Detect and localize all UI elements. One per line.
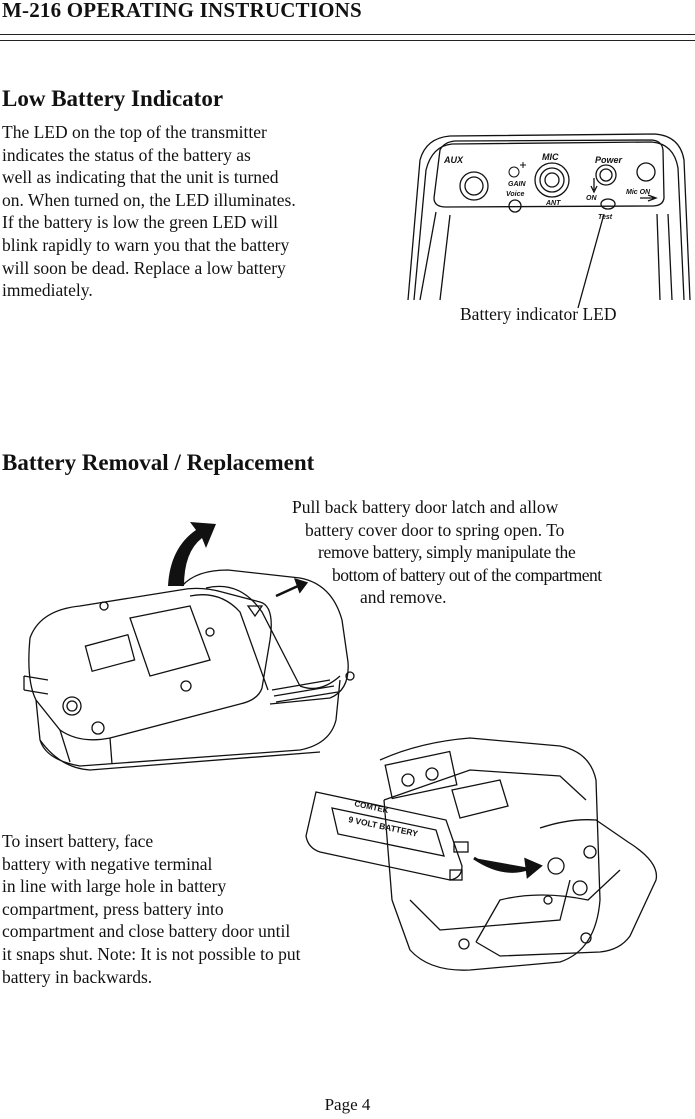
panel-label-mic: MIC (542, 152, 559, 162)
panel-label-voice: Voice (506, 191, 525, 198)
panel-label-gain: GAIN (508, 181, 526, 188)
panel-label-aux: AUX (444, 155, 464, 165)
panel-label-mic-on: Mic ON (626, 189, 651, 196)
panel-label-on: ON (586, 195, 597, 202)
battery-brand-label: COMTEK (353, 799, 390, 816)
paragraph-line: battery cover door to spring open. To (305, 519, 565, 540)
paragraph-line: bottom of battery out of the compartment (332, 564, 602, 585)
paragraph-line: well as indicating that the unit is turned (2, 167, 279, 188)
paragraph-line: indicates the status of the battery as (2, 144, 251, 165)
paragraph-line: compartment, press battery into (2, 898, 224, 919)
page-number: Page 4 (324, 1095, 371, 1114)
paragraph-line: If the battery is low the green LED will (2, 212, 279, 233)
panel-label-test: Test (598, 214, 613, 221)
header-rule-bottom (0, 40, 695, 41)
paragraph-line: battery with negative terminal (2, 853, 213, 874)
section-heading-battery-removal: Battery Removal / Replacement (2, 450, 315, 475)
paragraph-line: in line with large hole in battery (2, 876, 227, 897)
paragraph-line: blink rapidly to warn you that the battery (2, 234, 290, 255)
paragraph-line: on. When turned on, the LED illuminates. (2, 189, 296, 210)
low-battery-paragraph (2, 121, 296, 302)
header-rule-top (0, 34, 695, 35)
paragraph-line: To insert battery, face (2, 831, 154, 851)
page-header-title: M-216 OPERATING INSTRUCTIONS (2, 0, 362, 22)
battery-voltage-label: 9 VOLT BATTERY (347, 814, 419, 839)
panel-label-power: Power (595, 155, 623, 165)
panel-label-ant: ANT (546, 200, 561, 207)
figure-caption-battery-led: Battery indicator LED (460, 304, 617, 324)
paragraph-line: and remove. (360, 587, 447, 608)
paragraph-line: battery in backwards. (2, 966, 153, 987)
section-heading-low-battery: Low Battery Indicator (2, 86, 224, 111)
paragraph-line: compartment and close battery door until (2, 921, 291, 942)
paragraph-line: remove battery, simply manipulate the (318, 542, 576, 563)
paragraph-line: Pull back battery door latch and allow (292, 497, 559, 517)
removal-paragraph (0, 496, 695, 609)
paragraph-line: will soon be dead. Replace a low battery (2, 257, 286, 278)
paragraph-line: The LED on the top of the transmitter (2, 122, 267, 142)
paragraph-line: immediately. (2, 280, 93, 301)
insert-paragraph (2, 830, 300, 988)
paragraph-line: it snaps shut. Note: It is not possible to put (2, 943, 301, 964)
